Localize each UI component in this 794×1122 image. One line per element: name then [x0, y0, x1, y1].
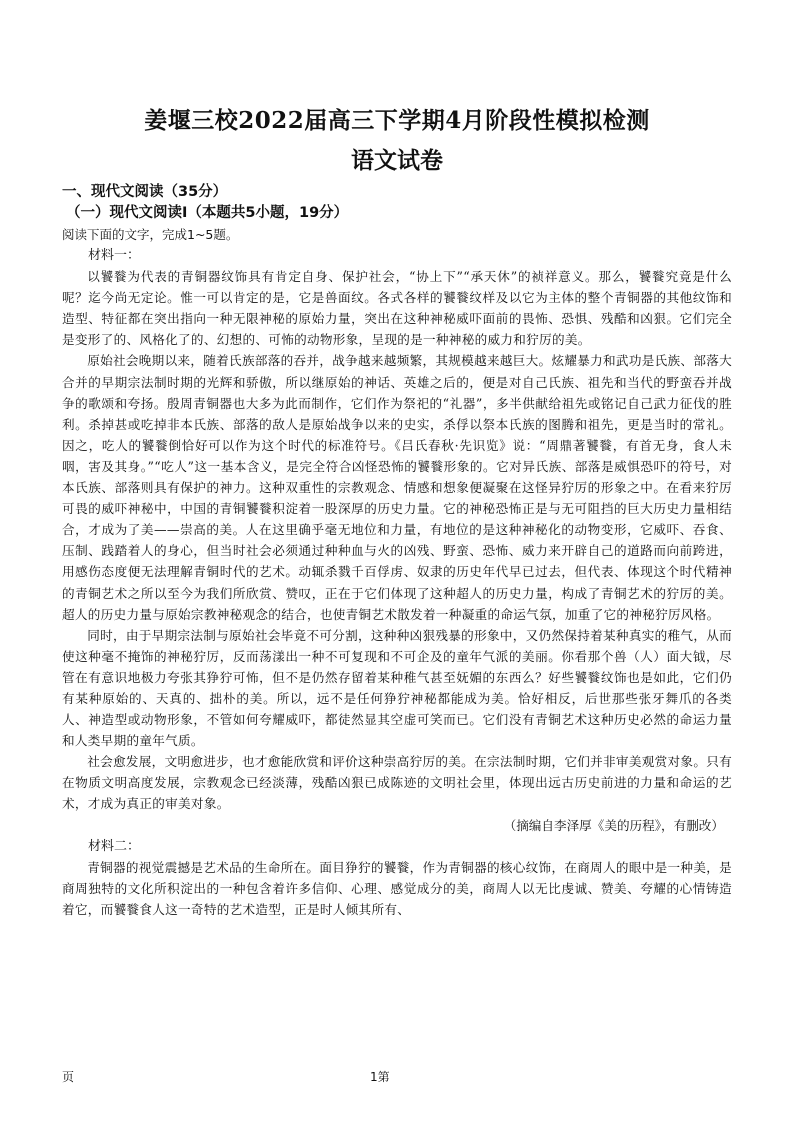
material-one-paragraph: 以饕餮为代表的青铜器纹饰具有肯定自身、保护社会，“协上下”“承天休”的祯祥意义。那么，饕餮究竟是什么呢？迄今尚无定论。惟一可以肯定的是，它是兽面纹。各式各样的饕餮纹样及以它为主体的整个青铜器的其他纹饰和造型、特征都在突出指向一种无限神秘的原始力量，突出在这种神秘威吓面前的畏怖、恐惧、残酷和凶狠。它们完全是变形了的、风格化了的、幻想的、可怖的动物形象，呈现的是一种神秘的威力和狞厉的美。 [62, 269, 732, 348]
footer-page-label: 页 [62, 1070, 75, 1084]
section-sub-heading: （一）现代文阅读I（本题共5小题，19分） [66, 205, 349, 221]
section-heading: 一、现代文阅读（35分） [62, 184, 228, 200]
material-two-paragraph: 青铜器的视觉震撼是艺术品的生命所在。面目狰狞的饕餮，作为青铜器的核心纹饰，在商周人的眼中是一种美，是商周独特的文化所积淀出的一种包含着许多信仰、心理、感觉成分的美，商周人以无比虔诚、赞美、夸耀的心情铸造着它，而饕餮食人这一奇特的艺术造型，正是时人倾其所有、 [62, 859, 732, 917]
material-one-paragraph: 同时，由于早期宗法制与原始社会毕竟不可分割，这种种凶狠残暴的形象中，又仍然保持着某种真实的稚气，从而使这种毫不掩饰的神秘狞厉，反而荡漾出一种不可复现和不可企及的童年气派的美丽。你看那个兽（人）面大钺，尽管在有意识地极力夸张其狰狞可怖，但不是仍然存留着某种稚气甚至妩媚的东西么？好些饕餮纹饰也是如此，它们仍有某种原始的、天真的、拙朴的美。所以，远不是任何狰狞神秘都能成为美。恰好相反，后世那些张牙舞爪的各类人、神造型或动物形象，不管如何夸耀威吓，都徒然显其空虚可笑而已。它们没有青铜艺术这种历史必然的命运力量和人类早期的童年气质。 [62, 627, 732, 749]
exam-content [62, 182, 732, 920]
footer-page-number: 1第 [370, 1070, 390, 1084]
material-one-source: （摘编自李泽厚《美的历程》，有删改） [503, 817, 724, 833]
material-two-label: 材料二： [88, 838, 141, 854]
exam-subtitle: 语文试卷 [351, 147, 443, 174]
material-one-label: 材料一： [88, 248, 141, 263]
material-one-paragraph: 原始社会晚期以来，随着氏族部落的吞并，战争越来越频繁，其规模越来越巨大。炫耀暴力和武功是氏族、部落大合并的早期宗法制时期的光辉和骄傲，所以继原始的神话、英雄之后的，便是对自己氏族、祖先和当代的野蛮吞并战争的歌颂和夸扬。殷周青铜器也大多为此而制作，它们作为祭祀的“礼器”，多半供献给祖先或铭记自己武力征伐的胜利。杀掉甚或吃掉非本氏族、部落的敌人是原始战争以来的史实，杀俘以祭本氏族的图腾和祖先，更是当时的常礼。因之，吃人的饕餮倒恰好可以作为这个时代的标准符号。《吕氏春秋·先识览》说：“周鼎著饕餮，有首无身，食人未咽，害及其身。”“吃人”这一基本含义，是完全符合凶怪恐怖的饕餮形象的。它对异氏族、部落是威惧恐吓的符号，对本氏族、部落则具有保护的神力。这种双重性的宗教观念、情感和想象便凝聚在这怪异狞厉的形象之中。在看来狞厉可畏的威吓神秘中，中国的青铜饕餮积淀着一股深厚的历史力量。它的神秘恐怖正是与无可阻挡的巨大历史力量相结合，才成为了美——崇高的美。人在这里确乎毫无地位和力量，有地位的是这种神秘化的动物变形，它威吓、吞食、压制、践踏着人的身心，但当时社会必须通过种种血与火的凶残、野蛮、恐怖、威力来开辟自己的道路而向前跨进，用感伤态度便无法理解青铜时代的艺术。动辄杀戮千百俘虏、奴隶的历史年代早已过去，但代表、体现这个时代精神的青铜艺术之所以至今为我们所欣赏、赞叹，正在于它们体现了这种超人的历史力量，构成了青铜艺术的狞厉的美。超人的历史力量与原始宗教神秘观念的结合，也使青铜艺术散发着一种凝重的命运气氛，加重了它的神秘狞厉风格。 [62, 353, 732, 622]
material-one-paragraph: 社会愈发展，文明愈进步，也才愈能欣赏和评价这种崇高狞厉的美。在宗法制时期，它们并非审美观赏对象。只有在物质文明高度发展，宗教观念已经淡薄，残酷凶狠已成陈迹的文明社会里，体现出远古历史前进的力量和命运的艺术，才成为真正的审美对象。 [62, 754, 732, 812]
reading-instruction: 阅读下面的文字，完成1~5题。 [62, 227, 239, 242]
exam-title: 姜堰三校2022届高三下学期4月阶段性模拟检测 [144, 107, 650, 134]
